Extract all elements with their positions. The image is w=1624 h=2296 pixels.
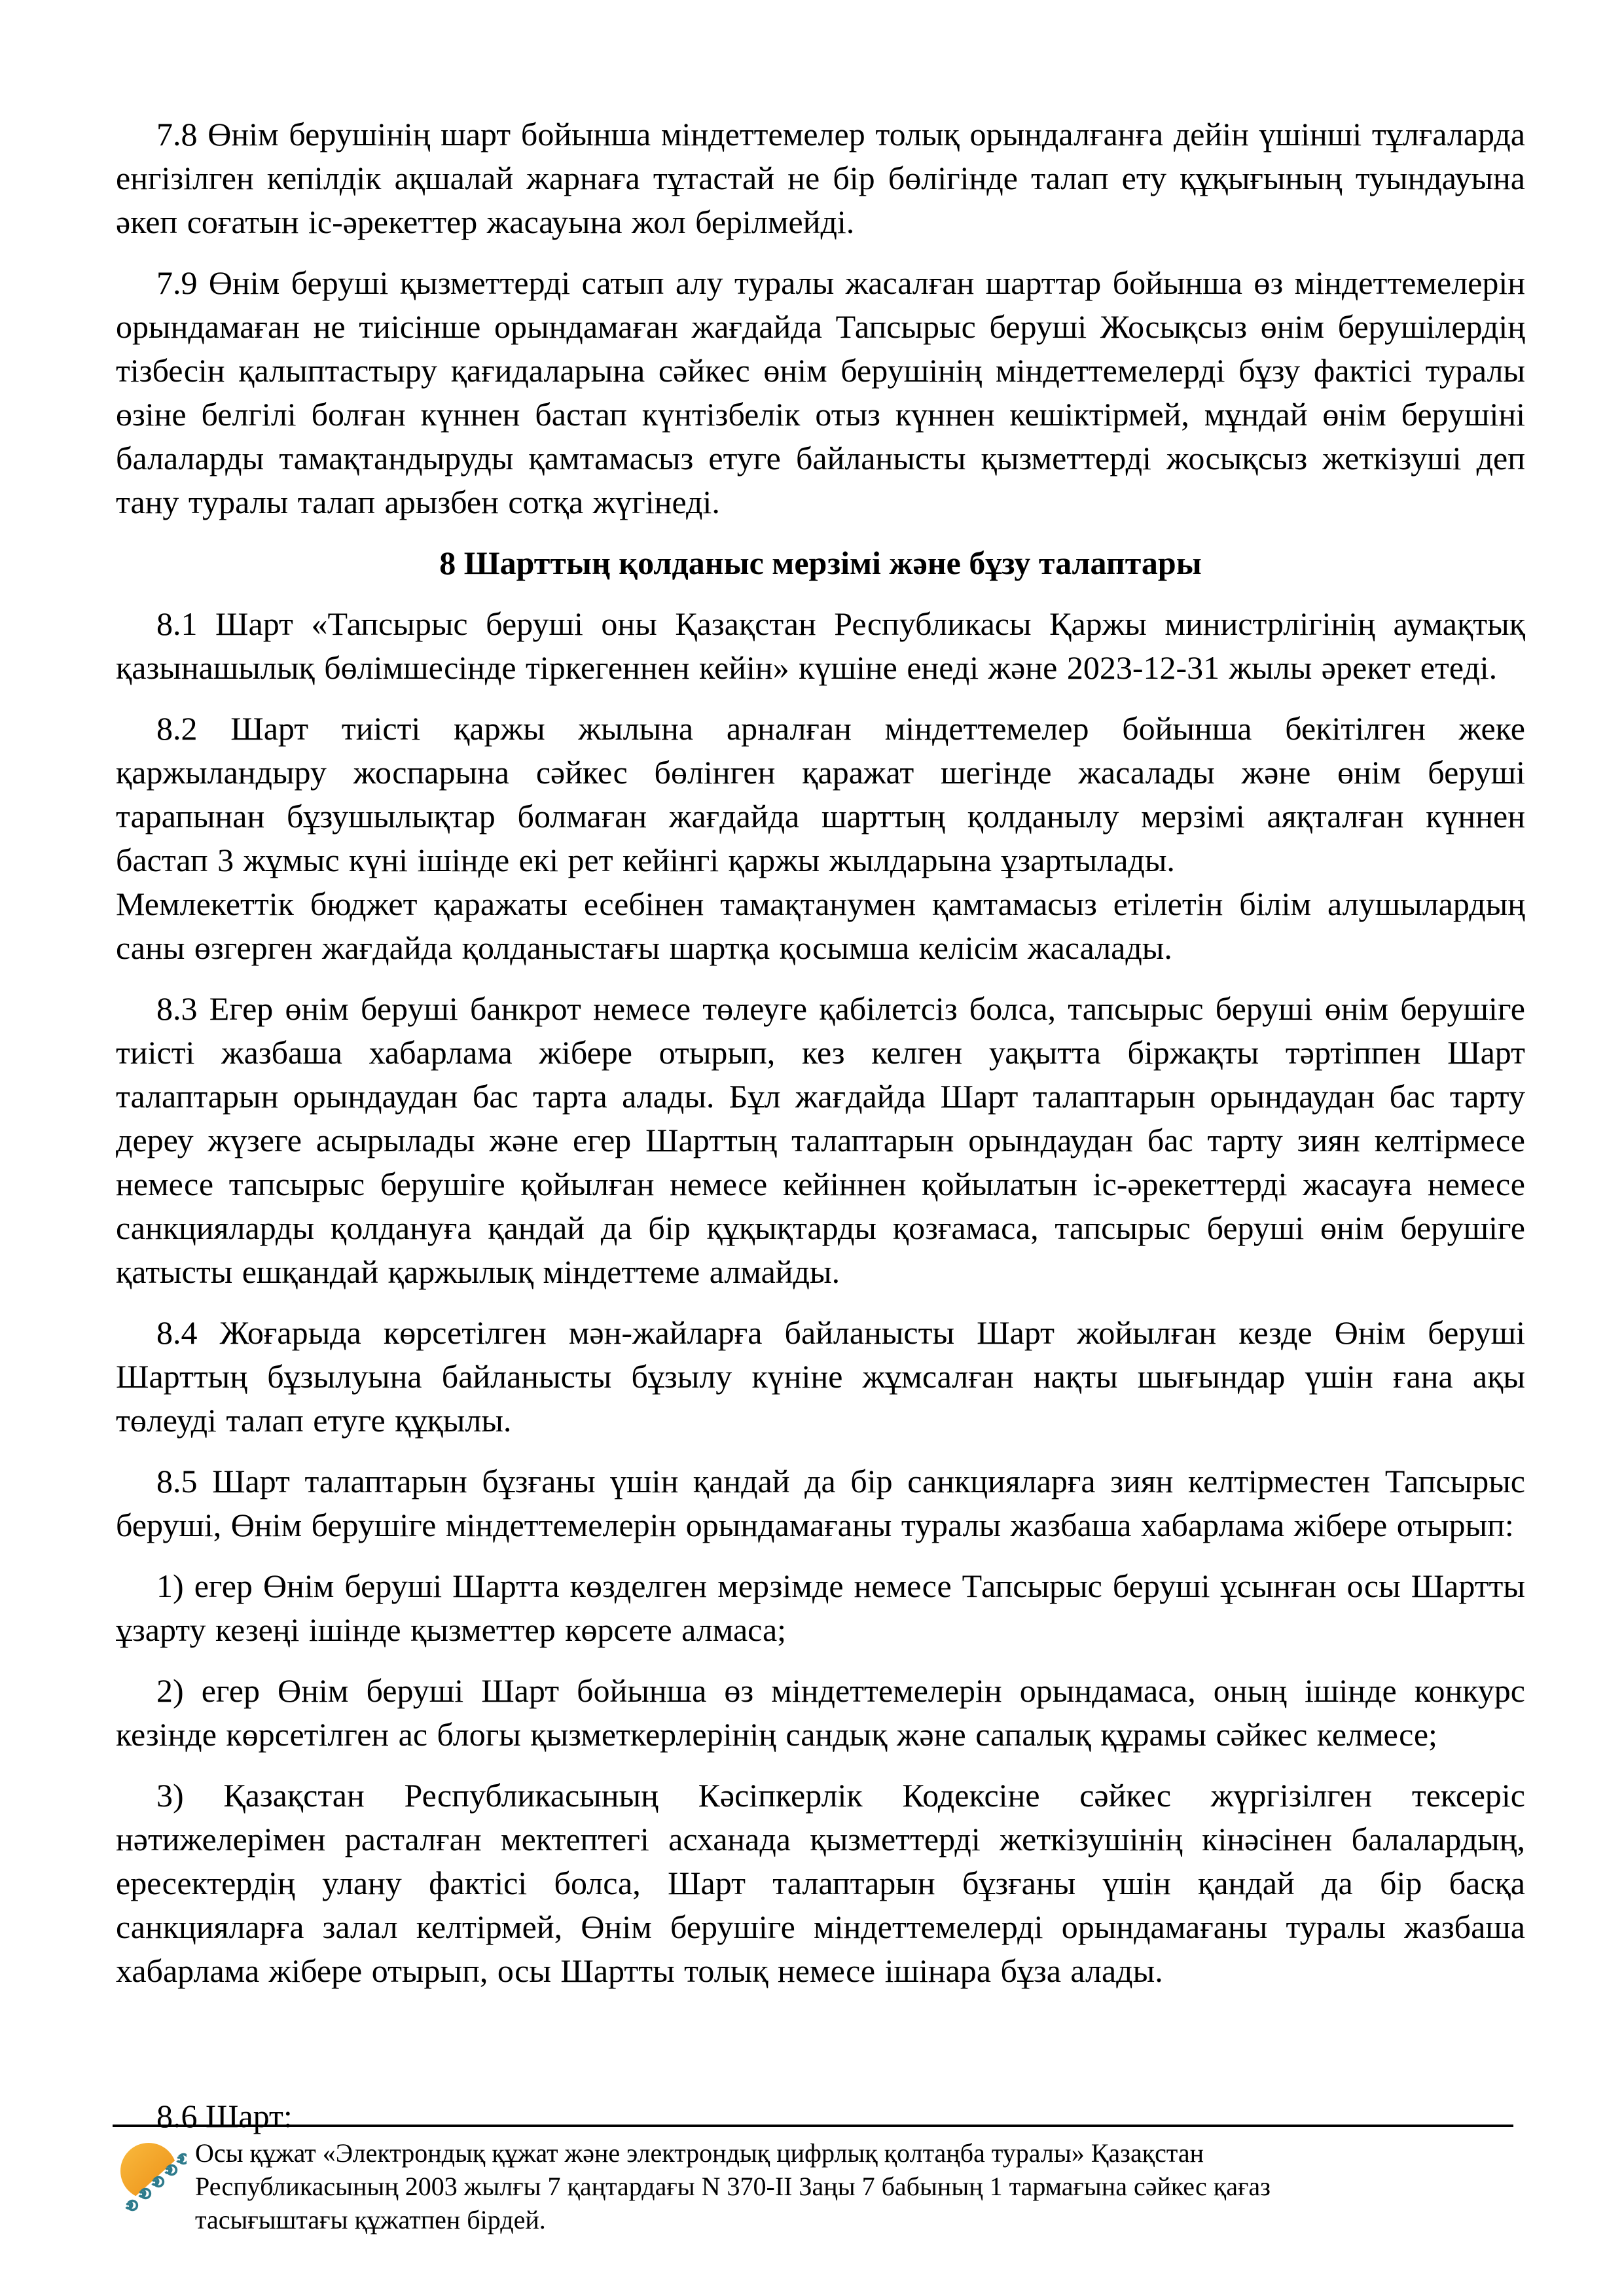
clause-8-4: 8.4 Жоғарыда көрсетілген мән-жайларға байланысты Шарт жойылған кезде Өнім беруші Шарттың бұзылуына байланысты бұзылу күніне жұмсалған нақты шығындар үшін ғана ақы төлеуді талап етуге құқылы. [116,1314,1525,1439]
clause-8-3: 8.3 Егер өнім беруші банкрот немесе төлеуге қабілетсіз болса, тапсырыс беруші өнім берушіге тиісті жазбаша хабарлама жібере отырып, кез келген уақытта біржақты тәртіппен Шарт талаптарын орындаудан бас тарта алады. Бұл жағдайда Шарт талаптарын орындаудан бас тарту дереу жүзеге асырылады және егер Шарттың талаптарын орындаудан бас тарту зиян келтірмесе немесе тапсырыс берушіге қойылған немесе кейіннен қойылатын іс-әрекеттерді жасауға немесе санкцияларды қолдануға қандай да бір құқықтарды қозғамаса, тапсырыс беруші өнім берушіге қатысты ешқандай қаржылық міндеттеме алмайды. [116,990,1525,1290]
contract-body [116,113,1525,1993]
footer-separator-line [113,2125,1513,2127]
esign-footer-line-2: Республикасының 2003 жылғы 7 қаңтардағы N 370-II Заңы 7 бабының 1 тармағына сәйкес қағаз [195,2172,1271,2201]
clause-8-2-continuation: Мемлекеттік бюджет қаражаты есебінен тамақтанумен қамтамасыз етілетін білім алушылардың саны өзгерген жағдайда қолданыстағы шартқа қосымша келісім жасалады. [116,886,1525,966]
clause-8-5-item-3: 3) Қазақстан Республикасының Кәсіпкерлік Кодексіне сәйкес жүргізілген тексеріс нәтижелерімен расталған мектептегі асханада қызметтерді жеткізушінің кінәсінен балалардың, ересектердің улану фактісі болса, Шарт талаптарын бұзғаны үшін қандай да бір басқа санкцияларға залал келтірмей, Өнім берушіге міндеттемелерді орындамағаны туралы жазбаша хабарлама жібере отырып, осы Шартты толық немесе ішінара бұза алады. [116,1777,1525,1989]
esign-footer-text [195,2135,1271,2236]
kazakh-ornament-stamp-icon [120,2140,187,2223]
clause-7-9: 7.9 Өнім беруші қызметтерді сатып алу туралы жасалған шарттар бойынша өз міндеттемелерін орындамаған не тиісінше орындамаған жағдайда Тапсырыс беруші Жосықсыз өнім берушілердің тізбесін қалыптастыру қағидаларына сәйкес өнім берушінің міндеттемелерді бұзу фактісі туралы өзіне белгілі болған күннен бастап күнтізбелік отыз күннен кешіктірмей, мұндай өнім берушіні балаларды тамақтандыруды қамтамасыз етуге байланысты қызметтерді жосықсыз жеткізуші деп тану туралы талап арызбен сотқа жүгінеді. [116,264,1525,520]
clause-8-1: 8.1 Шарт «Тапсырыс беруші оны Қазақстан Республикасы Қаржы министрлігінің аумақтық қазынашылық бөлімшесінде тіркегеннен кейін» күшіне енеді және 2023-12-31 жылы әрекет етеді. [116,605,1525,686]
clause-8-5-item-2: 2) егер Өнім беруші Шарт бойынша өз міндеттемелерін орындамаса, оның ішінде конкурс кезінде көрсетілген ас блогы қызметкерлерінің сандық және сапалық құрамы сәйкес келмесе; [116,1672,1525,1753]
clause-8-5: 8.5 Шарт талаптарын бұзғаны үшін қандай да бір санкцияларға зиян келтірместен Тапсырыс беруші, Өнім берушіге міндеттемелерін орындамағаны туралы жазбаша хабарлама жібере отырып: [116,1463,1525,1543]
clause-8-5-item-1: 1) егер Өнім беруші Шартта көзделген мерзімде немесе Тапсырыс беруші ұсынған осы Шартты ұзарту кезеңі ішінде қызметтер көрсете алмаса; [116,1568,1525,1648]
section-8-heading: 8 Шарттың қолданыс мерзімі және бұзу талаптары [439,545,1202,581]
esign-footer-line-3: тасығыштағы құжатпен бірдей. [195,2205,546,2234]
esign-footer-line-1: Осы құжат «Электрондық құжат және электрондық цифрлық қолтаңба туралы» Қазақстан [195,2138,1204,2168]
clause-7-8: 7.8 Өнім берушінің шарт бойынша міндеттемелер толық орындалғанға дейін үшінші тұлғаларда енгізілген кепілдік ақшалай жарнаға тұтастай не бір бөлігінде талап ету құқығының туындауына әкеп соғатын іс-әрекеттер жасауына жол берілмейді. [116,116,1525,240]
esign-footer [120,2135,1271,2236]
clause-8-6-truncated: 8.6 Шарт: [156,2098,293,2134]
clause-8-2: 8.2 Шарт тиісті қаржы жылына арналған міндеттемелер бойынша бекітілген жеке қаржыландыру жоспарына сәйкес бөлінген қаражат шегінде жасалады және өнім беруші тарапынан бұзушылықтар болмаған жағдайда шарттың қолданылу мерзімі аяқталған күннен бастап 3 жұмыс күні ішінде екі рет кейінгі қаржы жылдарына ұзартылады. [116,710,1525,878]
